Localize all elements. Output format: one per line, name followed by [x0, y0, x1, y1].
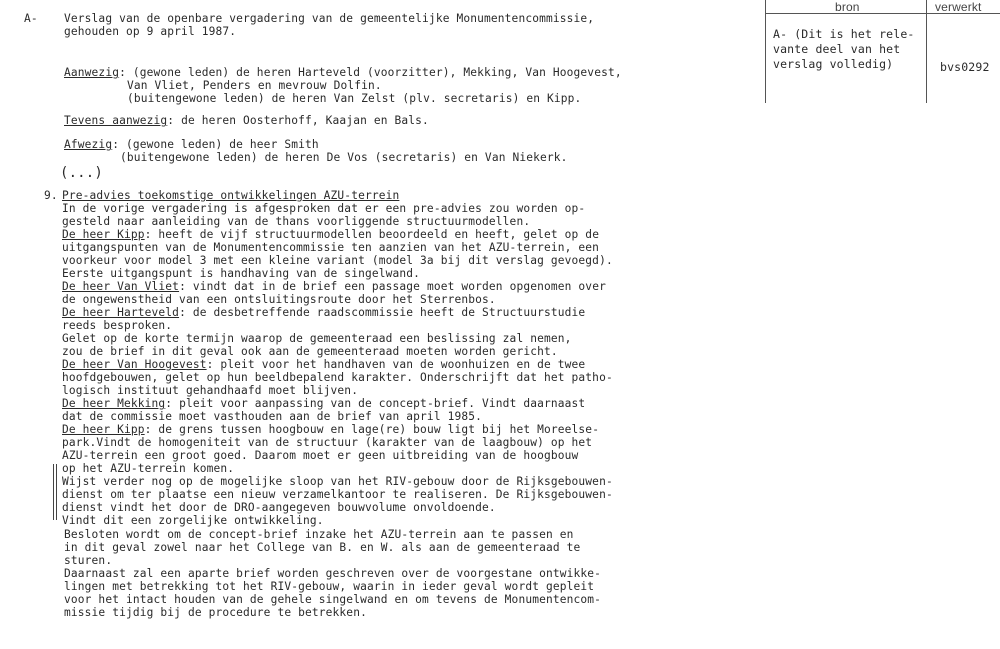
speaker-name: De heer Van Hoogevest — [62, 358, 207, 371]
text-line: Wijst verder nog op de mogelijke sloop van het RIV-gebouw door de Rijksgebouwen- — [62, 475, 613, 488]
also-text: : de heren Oosterhoff, Kaajan en Bals. — [167, 114, 429, 127]
present-text: (buitengewone leden) de heren Van Zelst (plv. secretaris) en Kipp. — [127, 92, 582, 105]
text-line: Gelet op de korte termijn waarop de gemeenteraad een beslissing zal nemen, — [62, 332, 572, 345]
text-line: Eerste uitgangspunt is handhaving van de singelwand. — [62, 267, 421, 280]
present-text: Van Vliet, Penders en mevrouw Dolfin. — [127, 79, 382, 92]
decision-line: Daarnaast zal een aparte brief worden geschreven over de voorgestane ontwikke- — [64, 567, 602, 580]
source-table — [765, 0, 1000, 103]
col-header-bron: bron — [835, 0, 860, 14]
text-line: : de desbetreffende raadscommissie heeft de Structuurstudie — [179, 306, 586, 319]
also-label: Tevens aanwezig — [64, 114, 168, 127]
text-line: AZU-terrein een groot goed. Daarom moet er geen uitbreiding van de hoogbouw — [62, 449, 579, 462]
text-line: dienst vindt het door de DRO-aangegeven bouwvolume onvoldoende. — [62, 501, 496, 514]
margin-bar — [56, 464, 57, 520]
text-line: logisch instituut gehandhaafd moet blijven. — [62, 384, 359, 397]
bron-cell — [773, 27, 914, 72]
text-line: reeds besproken. — [62, 319, 173, 332]
text-line: de ongewenstheid van een ontsluitingsroute door het Sterrenbos. — [62, 293, 496, 306]
attendance-present — [64, 66, 622, 105]
bron-line: A- (Dit is het rele- — [773, 27, 915, 41]
present-text: : (gewone leden) de heren Harteveld (voorzitter), Mekking, Van Hoogevest, — [119, 66, 622, 79]
speaker-name: De heer Harteveld — [62, 306, 180, 319]
bron-line: vante deel van het — [773, 42, 901, 56]
text-line: dienst om ter plaatse een nieuw verzamelkantoor te realiseren. De Rijksgebouwen- — [62, 488, 613, 501]
margin-bar — [53, 464, 54, 520]
absent-text: (buitengewone leden) de heren De Vos (secretaris) en Van Niekerk. — [120, 151, 568, 164]
speaker-name: De heer Van Vliet — [62, 280, 180, 293]
text-line: In de vorige vergadering is afgesproken dat er een pre-advies zou worden op- — [62, 202, 586, 215]
absent-label: Afwezig — [64, 138, 113, 151]
item-number: 9. — [44, 189, 58, 202]
decision — [64, 528, 601, 619]
text-line: Vindt dit een zorgelijke ontwikkeling. — [62, 514, 324, 527]
item-title: Pre-advies toekomstige ontwikkelingen AZU-terrein — [62, 189, 400, 202]
attendance-absent — [64, 138, 568, 164]
item-9-body — [62, 189, 613, 527]
title-line: Verslag van de openbare vergadering van de gemeentelijke Monumentencommissie, — [64, 12, 595, 25]
bron-line: verslag volledig) — [773, 57, 894, 71]
speaker-name: De heer Mekking — [62, 397, 166, 410]
verwerkt-cell: bvs0292 — [940, 60, 990, 74]
speaker-name: De heer Kipp — [62, 228, 145, 241]
text-line: : vindt dat in de brief een passage moet worden opgenomen over — [179, 280, 606, 293]
decision-line: sturen. — [64, 554, 113, 567]
document-title — [64, 12, 594, 38]
title-line: gehouden op 9 april 1987. — [64, 25, 237, 38]
text-line: uitgangspunten van de Monumentencommissie ten aanzien van het AZU-terrein, een — [62, 241, 600, 254]
decision-line: missie tijdig bij de procedure te betrekken. — [64, 606, 367, 619]
text-line: op het AZU-terrein komen. — [62, 462, 235, 475]
text-line: voorkeur voor model 3 met een kleine variant (model 3a bij dit verslag gevoegd). — [62, 254, 613, 267]
text-line: park.Vindt de homogeniteit van de structuur (karakter van de laagbouw) op het — [62, 436, 593, 449]
text-line: gesteld naar aanleiding van de thans voorliggende structuurmodellen. — [62, 215, 531, 228]
decision-line: lingen met betrekking tot het RIV-gebouw, waarin in ieder geval wordt gepleit — [64, 580, 595, 593]
omission-mark: (...) — [60, 165, 103, 181]
text-line: : heeft de vijf structuurmodellen beoordeeld en heeft, gelet op de — [144, 228, 600, 241]
text-line: : pleit voor aanpassing van de concept-brief. Vindt daarnaast — [165, 397, 586, 410]
attendance-also — [64, 114, 429, 127]
col-header-verwerkt: verwerkt — [935, 0, 982, 14]
decision-line: voor het intact houden van de gehele singelwand en om tevens de Monumentencom- — [64, 593, 602, 606]
decision-line: in dit geval zowel naar het College van B. en W. als aan de gemeenteraad te — [64, 541, 581, 554]
text-line: : de grens tussen hoogbouw en lage(re) bouw ligt bij het Moreelse- — [144, 423, 600, 436]
absent-text: : (gewone leden) de heer Smith — [112, 138, 319, 151]
text-line: dat de commissie moet vasthouden aan de brief van april 1985. — [62, 410, 483, 423]
decision-line: Besloten wordt om de concept-brief inzake het AZU-terrein aan te passen en — [64, 528, 574, 541]
text-line: : pleit voor het handhaven van de woonhuizen en de twee — [206, 358, 586, 371]
speaker-name: De heer Kipp — [62, 423, 145, 436]
text-line: hoofdgebouwen, gelet op hun beeldbepalend karakter. Onderschrijft dat het patho- — [62, 371, 613, 384]
text-line: zou de brief in dit geval ook aan de gemeenteraad moeten worden gericht. — [62, 345, 558, 358]
section-marker: A- — [24, 12, 38, 25]
present-label: Aanwezig — [64, 66, 120, 79]
